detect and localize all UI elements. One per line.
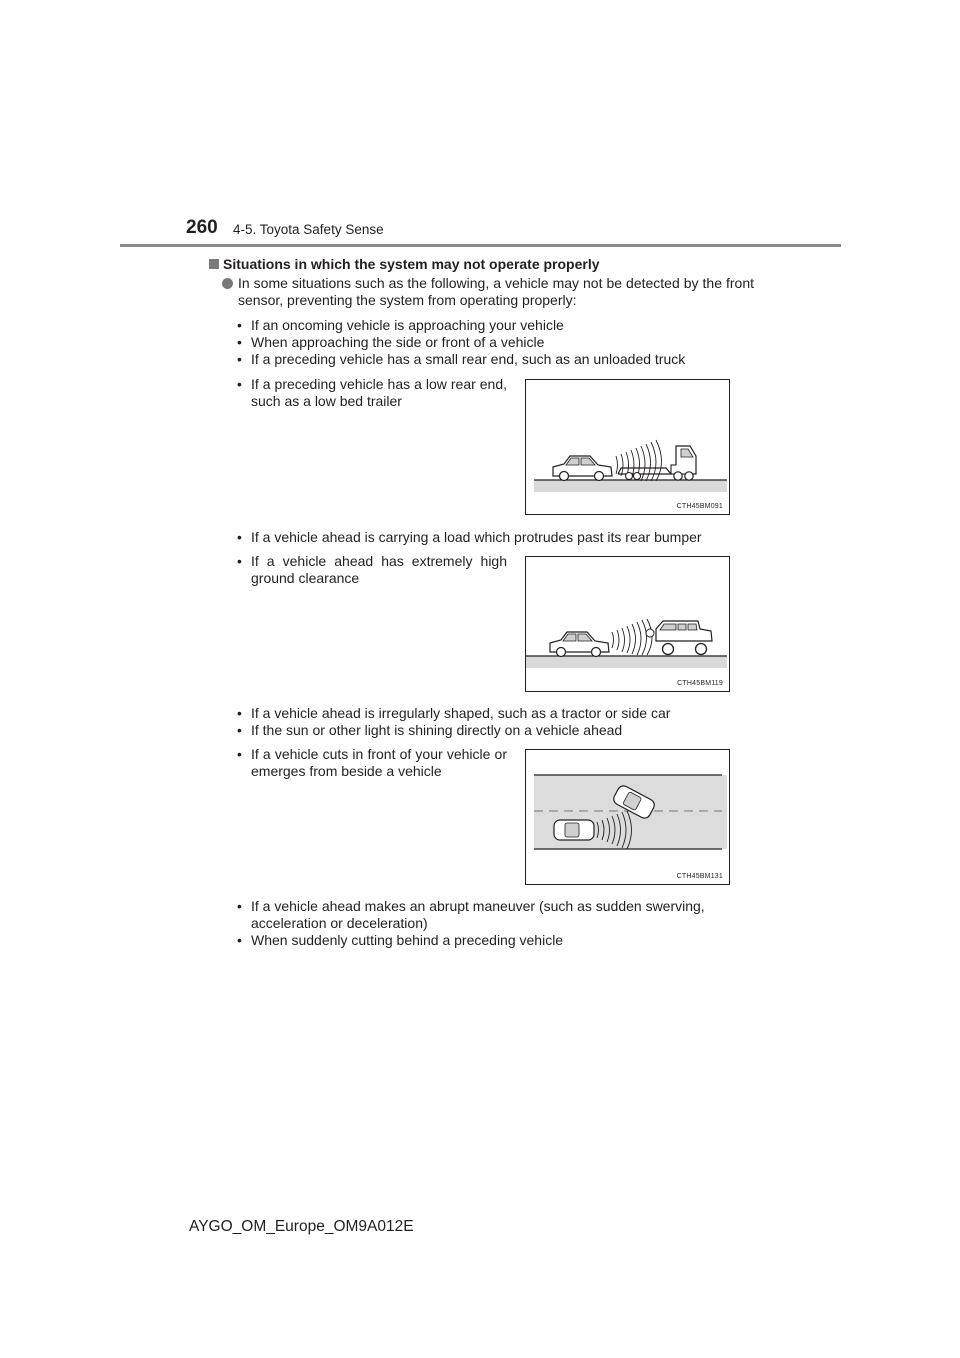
- figure-code: CTH45BM119: [677, 680, 723, 687]
- low-bed-trailer-illustration: [526, 380, 731, 516]
- list-item: • If a vehicle ahead is irregularly shaped, such as a tractor or side car: [237, 705, 757, 722]
- figure-low-bed-trailer: [525, 379, 730, 515]
- list-item: • If a preceding vehicle has a low rear end, such as a low bed trailer: [237, 376, 507, 410]
- bullet-list-load: [237, 529, 757, 546]
- bullet-list-high-clearance: [237, 553, 507, 587]
- list-item: • If a vehicle ahead is carrying a load which protrudes past its rear bumper: [237, 529, 757, 546]
- intro-paragraph: [222, 275, 754, 309]
- page-number: 260: [186, 217, 218, 238]
- figure-cut-in: [525, 749, 730, 885]
- cut-in-illustration: [526, 750, 731, 886]
- list-item: • If a vehicle ahead makes an abrupt maneuver (such as sudden swerving, acceleration or deceleration): [237, 898, 757, 932]
- bullet-list-cut-in: [237, 746, 507, 780]
- list-item: • When suddenly cutting behind a preceding vehicle: [237, 932, 757, 949]
- high-clearance-illustration: [526, 557, 731, 693]
- figure-code: CTH45BM091: [676, 503, 723, 510]
- bullet-list-3: [237, 898, 757, 949]
- list-item: • If an oncoming vehicle is approaching your vehicle: [237, 317, 757, 334]
- heading-text: Situations in which the system may not operate properly: [223, 256, 600, 272]
- bullet-list-2: [237, 705, 757, 739]
- bullet-list-1: [237, 317, 757, 368]
- section-title: 4-5. Toyota Safety Sense: [233, 222, 384, 237]
- list-item: • If the sun or other light is shining directly on a vehicle ahead: [237, 722, 757, 739]
- bullet-list-low-rear: [237, 376, 507, 410]
- list-item: • If a vehicle ahead has extremely high ground clearance: [237, 553, 507, 587]
- list-item: • If a preceding vehicle has a small rear end, such as an unloaded truck: [237, 351, 757, 368]
- figure-code: CTH45BM131: [676, 873, 723, 880]
- footer-document-id: AYGO_OM_Europe_OM9A012E: [189, 1218, 414, 1235]
- header-rule: [120, 244, 841, 247]
- list-item: • If a vehicle cuts in front of your vehicle or emerges from beside a vehicle: [237, 746, 507, 780]
- square-bullet-icon: [209, 259, 219, 269]
- circle-bullet-icon: [222, 278, 233, 289]
- list-item: • When approaching the side or front of a vehicle: [237, 334, 757, 351]
- intro-text: In some situations such as the following, a vehicle may not be detected by the front sensor, preventing the system from operating properly:: [238, 275, 754, 308]
- figure-high-clearance: [525, 556, 730, 692]
- section-heading: [209, 256, 600, 272]
